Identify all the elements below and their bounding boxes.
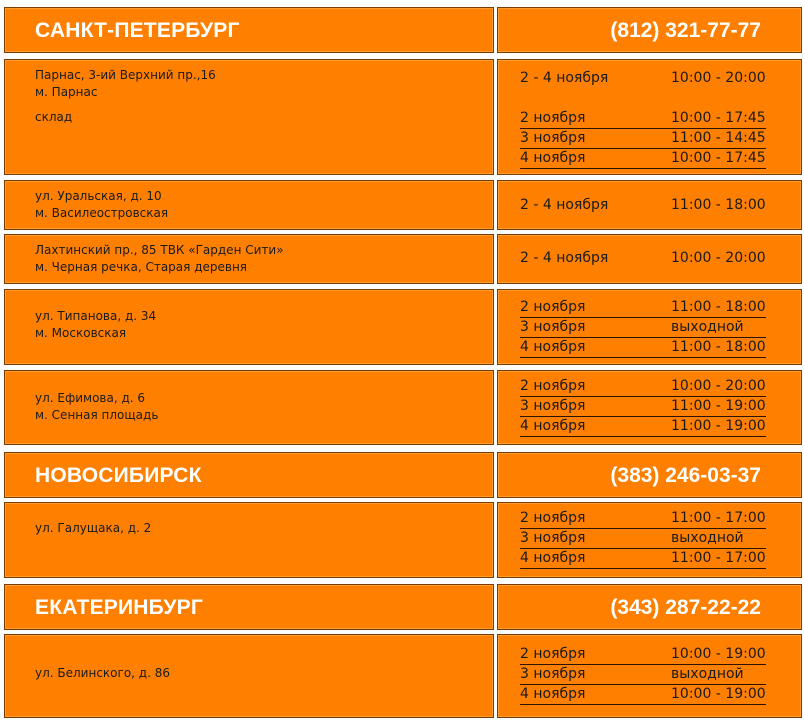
schedule-time: 11:00 - 18:00 — [671, 339, 766, 355]
address-line: Парнас, 3-ий Верхний пр.,16 — [35, 68, 216, 82]
schedule-time: 11:00 - 18:00 — [671, 299, 766, 315]
store-address — [35, 665, 170, 682]
city-name: ЕКАТЕРИНБУРГ — [35, 596, 203, 619]
store-schedule-cell — [497, 370, 802, 445]
schedule-summary — [520, 69, 766, 89]
store-schedule-cell — [497, 59, 802, 175]
schedule-date: 2 ноября — [520, 510, 586, 526]
schedule-time: 11:00 - 18:00 — [671, 197, 766, 213]
schedule-date: 4 ноября — [520, 686, 586, 702]
phone-header-ekb — [497, 584, 802, 630]
store-address-cell — [4, 289, 494, 365]
schedule-date: 4 ноября — [520, 550, 586, 566]
phone-header-nsk — [497, 452, 802, 498]
address-line: ул. Типанова, д. 34 — [35, 309, 157, 323]
schedule-row — [520, 509, 766, 529]
schedule-time: 10:00 - 20:00 — [671, 70, 766, 86]
store-address-cell — [4, 59, 494, 175]
schedule-date: 4 ноября — [520, 150, 586, 166]
address-line: ул. Уральская, д. 10 — [35, 189, 162, 203]
store-address-cell — [4, 234, 494, 284]
store-address — [35, 390, 158, 424]
schedule-time: 10:00 - 19:00 — [671, 646, 766, 662]
schedule-row — [520, 397, 766, 417]
schedule-time: выходной — [671, 319, 744, 335]
store-address — [35, 520, 151, 537]
store-schedule-cell — [497, 289, 802, 365]
schedule-summary — [520, 196, 766, 216]
address-line: ул. Белинского, д. 86 — [35, 666, 170, 680]
schedule-date: 2 ноября — [520, 378, 586, 394]
schedule-row — [520, 529, 766, 549]
schedule-date: 3 ноября — [520, 319, 586, 335]
schedule-row — [520, 665, 766, 685]
phone-header-spb — [497, 7, 802, 53]
schedule-date: 2 - 4 ноября — [520, 70, 609, 86]
city-phone[interactable]: (383) 246-03-37 — [610, 464, 761, 487]
store-address-cell — [4, 634, 494, 718]
schedule-row — [520, 377, 766, 397]
store-address — [35, 242, 284, 276]
schedule-time: 10:00 - 20:00 — [671, 378, 766, 394]
store-address — [35, 188, 168, 222]
store-address-cell — [4, 370, 494, 445]
schedule-time: 10:00 - 17:45 — [671, 150, 766, 166]
schedule-row — [520, 129, 766, 149]
schedule-date: 4 ноября — [520, 418, 586, 434]
schedule-time: выходной — [671, 530, 744, 546]
schedule-date: 3 ноября — [520, 530, 586, 546]
schedule-row — [520, 645, 766, 665]
schedule-date: 2 ноября — [520, 110, 586, 126]
schedule-summary — [520, 249, 766, 269]
schedule-date: 2 ноября — [520, 646, 586, 662]
schedule-row — [520, 685, 766, 705]
city-phone[interactable]: (343) 287-22-22 — [610, 596, 761, 619]
city-name: НОВОСИБИРСК — [35, 464, 202, 487]
store-schedule-cell — [497, 502, 802, 578]
metro-line: м. Черная речка, Старая деревня — [35, 260, 248, 274]
schedule-date: 3 ноября — [520, 130, 586, 146]
metro-line: м. Парнас — [35, 85, 98, 99]
address-line: ул. Ефимова, д. 6 — [35, 391, 146, 405]
schedule-row — [520, 149, 766, 169]
store-address — [35, 308, 156, 342]
schedule-date: 4 ноября — [520, 339, 586, 355]
city-header-nsk — [4, 452, 494, 498]
schedule-row — [520, 338, 766, 358]
schedule-time: 11:00 - 17:00 — [671, 510, 766, 526]
store-schedule-cell — [497, 180, 802, 230]
schedule-date: 3 ноября — [520, 666, 586, 682]
schedule-time: 11:00 - 19:00 — [671, 398, 766, 414]
metro-line: м. Сенная площадь — [35, 408, 159, 422]
schedule-date: 2 - 4 ноября — [520, 250, 609, 266]
store-schedule-cell — [497, 634, 802, 718]
schedule-date: 2 ноября — [520, 299, 586, 315]
store-address — [35, 67, 216, 101]
metro-line: м. Василеостровская — [35, 206, 169, 220]
store-address-cell — [4, 180, 494, 230]
address-line: Лахтинский пр., 85 ТВК «Гарден Сити» — [35, 243, 284, 257]
store-address-cell — [4, 502, 494, 578]
schedule-date: 3 ноября — [520, 398, 586, 414]
schedule-row — [520, 298, 766, 318]
city-header-ekb — [4, 584, 494, 630]
schedule-time: 11:00 - 17:00 — [671, 550, 766, 566]
store-note: склад — [35, 110, 73, 124]
schedule-date: 2 - 4 ноября — [520, 197, 609, 213]
schedule-time: 10:00 - 20:00 — [671, 250, 766, 266]
schedule-time: 10:00 - 17:45 — [671, 110, 766, 126]
city-phone[interactable]: (812) 321-77-77 — [610, 19, 761, 42]
schedule-row — [520, 318, 766, 338]
city-header-spb — [4, 7, 494, 53]
metro-line: м. Московская — [35, 326, 127, 340]
schedule-row — [520, 109, 766, 129]
schedule-time: выходной — [671, 666, 744, 682]
schedule-time: 11:00 - 14:45 — [671, 130, 766, 146]
address-line: ул. Галущака, д. 2 — [35, 521, 152, 535]
schedule-time: 11:00 - 19:00 — [671, 418, 766, 434]
schedule-time: 10:00 - 19:00 — [671, 686, 766, 702]
schedule-row — [520, 417, 766, 437]
schedule-row — [520, 549, 766, 569]
store-schedule-cell — [497, 234, 802, 284]
city-name: САНКТ-ПЕТЕРБУРГ — [35, 19, 240, 42]
